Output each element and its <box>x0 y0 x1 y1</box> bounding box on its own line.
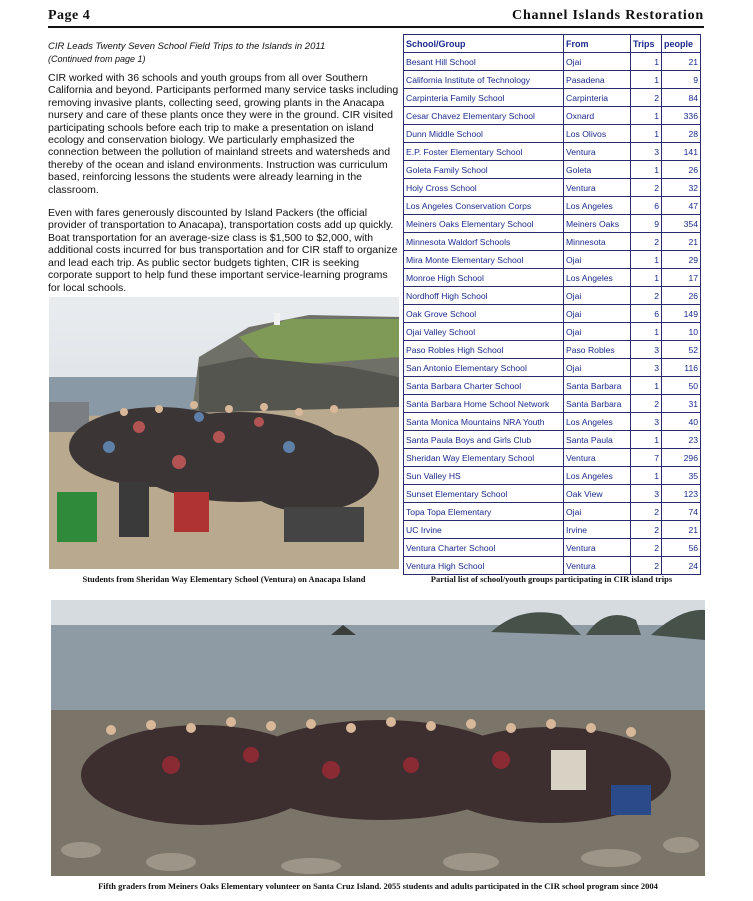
cell-trips: 2 <box>631 89 662 107</box>
cell-from: Ventura <box>564 143 631 161</box>
cell-from: Oxnard <box>564 107 631 125</box>
table-row <box>404 269 701 287</box>
schools-table <box>403 34 701 575</box>
column-header-from: From <box>564 35 631 53</box>
cell-school: Santa Barbara Charter School <box>404 377 564 395</box>
cell-school: Nordhoff High School <box>404 287 564 305</box>
cell-people: 9 <box>662 71 701 89</box>
cell-from: Goleta <box>564 161 631 179</box>
table-row <box>404 143 701 161</box>
cell-trips: 6 <box>631 197 662 215</box>
table-row <box>404 485 701 503</box>
cell-trips: 6 <box>631 305 662 323</box>
cell-from: Ventura <box>564 179 631 197</box>
column-header-school: School/Group <box>404 35 564 53</box>
cell-school: UC Irvine <box>404 521 564 539</box>
cell-from: Ojai <box>564 503 631 521</box>
cell-trips: 3 <box>631 341 662 359</box>
cell-from: Ojai <box>564 359 631 377</box>
table-row <box>404 557 701 575</box>
table-row <box>404 323 701 341</box>
cell-school: Ventura Charter School <box>404 539 564 557</box>
table-row <box>404 89 701 107</box>
cell-school: Los Angeles Conservation Corps <box>404 197 564 215</box>
cell-school: Santa Monica Mountains NRA Youth <box>404 413 564 431</box>
article-title: CIR Leads Twenty Seven School Field Trips to the Islands in 2011 <box>48 41 326 52</box>
cell-from: Ojai <box>564 53 631 71</box>
cell-from: Ojai <box>564 305 631 323</box>
table-row <box>404 53 701 71</box>
cell-trips: 2 <box>631 557 662 575</box>
cell-school: California Institute of Technology <box>404 71 564 89</box>
cell-people: 40 <box>662 413 701 431</box>
table-row <box>404 197 701 215</box>
cell-trips: 1 <box>631 107 662 125</box>
table-row <box>404 71 701 89</box>
cell-from: Santa Barbara <box>564 377 631 395</box>
cell-from: Santa Paula <box>564 431 631 449</box>
table-caption: Partial list of school/youth groups participating in CIR island trips <box>430 574 673 584</box>
cell-people: 23 <box>662 431 701 449</box>
cell-people: 123 <box>662 485 701 503</box>
article-paragraph-1: CIR worked with 36 schools and youth groups from all over Southern California and beyond. Participants performed many service tasks including removing invasive plants, collecting seed, growing plants in the Anacapa nursery and care of these plants once they were in the ground. CIR visited participating schools before each trip to make a presentation on island ecology and conservation biology. We particularly emphasized the connection between the pollution of mainland streets and watersheds and thereby of the ocean and island environments. Instruction was curriculum based, reinforcing lessons the students were already learning in the classroom. <box>48 72 399 196</box>
cell-school: Meiners Oaks Elementary School <box>404 215 564 233</box>
cell-trips: 1 <box>631 251 662 269</box>
photo1-caption: Students from Sheridan Way Elementary School (Ventura) on Anacapa Island <box>82 574 366 584</box>
cell-people: 21 <box>662 233 701 251</box>
publication-title: Channel Islands Restoration <box>512 8 704 23</box>
cell-people: 35 <box>662 467 701 485</box>
cell-school: Holy Cross School <box>404 179 564 197</box>
cell-people: 50 <box>662 377 701 395</box>
page-number: Page 4 <box>48 8 91 23</box>
table-row <box>404 305 701 323</box>
article <box>48 40 400 305</box>
cell-people: 56 <box>662 539 701 557</box>
cell-trips: 1 <box>631 467 662 485</box>
table-row <box>404 521 701 539</box>
cell-trips: 1 <box>631 377 662 395</box>
table-row <box>404 341 701 359</box>
cell-school: Monroe High School <box>404 269 564 287</box>
table-row <box>404 359 701 377</box>
cell-people: 84 <box>662 89 701 107</box>
cell-from: Los Angeles <box>564 197 631 215</box>
cell-school: Santa Paula Boys and Girls Club <box>404 431 564 449</box>
cell-trips: 3 <box>631 413 662 431</box>
cell-people: 26 <box>662 287 701 305</box>
cell-trips: 2 <box>631 539 662 557</box>
cell-school: Oak Grove School <box>404 305 564 323</box>
cell-from: Santa Barbara <box>564 395 631 413</box>
table-row <box>404 251 701 269</box>
cell-people: 47 <box>662 197 701 215</box>
column-header-people: people <box>662 35 701 53</box>
table-row <box>404 395 701 413</box>
cell-from: Paso Robles <box>564 341 631 359</box>
cell-people: 28 <box>662 125 701 143</box>
cell-school: Sun Valley HS <box>404 467 564 485</box>
cell-trips: 3 <box>631 143 662 161</box>
cell-school: Mira Monte Elementary School <box>404 251 564 269</box>
column-header-trips: Trips <box>631 35 662 53</box>
cell-people: 149 <box>662 305 701 323</box>
cell-from: Ojai <box>564 323 631 341</box>
cell-people: 24 <box>662 557 701 575</box>
cell-school: Dunn Middle School <box>404 125 564 143</box>
cell-trips: 1 <box>631 53 662 71</box>
cell-from: Irvine <box>564 521 631 539</box>
cell-people: 10 <box>662 323 701 341</box>
cell-people: 336 <box>662 107 701 125</box>
cell-trips: 7 <box>631 449 662 467</box>
cell-people: 354 <box>662 215 701 233</box>
table-row <box>404 449 701 467</box>
table-row <box>404 287 701 305</box>
cell-people: 21 <box>662 53 701 71</box>
cell-school: Besant Hill School <box>404 53 564 71</box>
table-row <box>404 467 701 485</box>
cell-people: 21 <box>662 521 701 539</box>
cell-trips: 2 <box>631 287 662 305</box>
cell-people: 116 <box>662 359 701 377</box>
table-row <box>404 161 701 179</box>
cell-people: 29 <box>662 251 701 269</box>
photo2-caption: Fifth graders from Meiners Oaks Elementary volunteer on Santa Cruz Island. 2055 students and adults participated in the CIR school program since 2004 <box>98 881 658 891</box>
cell-trips: 1 <box>631 269 662 287</box>
table-row <box>404 503 701 521</box>
table-row <box>404 377 701 395</box>
cell-trips: 1 <box>631 71 662 89</box>
cell-school: Sheridan Way Elementary School <box>404 449 564 467</box>
cell-people: 31 <box>662 395 701 413</box>
cell-school: Minnesota Waldorf Schools <box>404 233 564 251</box>
cell-school: Paso Robles High School <box>404 341 564 359</box>
page-header <box>48 6 704 28</box>
cell-trips: 2 <box>631 503 662 521</box>
cell-school: E.P. Foster Elementary School <box>404 143 564 161</box>
cell-people: 26 <box>662 161 701 179</box>
table-row <box>404 107 701 125</box>
cell-from: Los Angeles <box>564 269 631 287</box>
cell-trips: 3 <box>631 485 662 503</box>
cell-from: Pasadena <box>564 71 631 89</box>
cell-from: Los Angeles <box>564 413 631 431</box>
cell-trips: 9 <box>631 215 662 233</box>
cell-trips: 1 <box>631 323 662 341</box>
cell-from: Minnesota <box>564 233 631 251</box>
cell-from: Los Angeles <box>564 467 631 485</box>
cell-school: Carpinteria Family School <box>404 89 564 107</box>
cell-people: 52 <box>662 341 701 359</box>
photo-santa-cruz-students <box>51 600 705 876</box>
cell-from: Ojai <box>564 251 631 269</box>
table-header-row <box>404 35 701 53</box>
cell-trips: 1 <box>631 161 662 179</box>
cell-school: Ventura High School <box>404 557 564 575</box>
table-row <box>404 215 701 233</box>
cell-school: Topa Topa Elementary <box>404 503 564 521</box>
table-row <box>404 179 701 197</box>
cell-school: Goleta Family School <box>404 161 564 179</box>
cell-trips: 2 <box>631 521 662 539</box>
cell-from: Ojai <box>564 287 631 305</box>
cell-people: 17 <box>662 269 701 287</box>
table-row <box>404 539 701 557</box>
continued-note: (Continued from page 1) <box>48 54 146 64</box>
table-row <box>404 431 701 449</box>
cell-people: 141 <box>662 143 701 161</box>
cell-people: 296 <box>662 449 701 467</box>
cell-from: Los Olivos <box>564 125 631 143</box>
cell-people: 74 <box>662 503 701 521</box>
cell-school: Santa Barbara Home School Network <box>404 395 564 413</box>
cell-school: Sunset Elementary School <box>404 485 564 503</box>
cell-trips: 2 <box>631 179 662 197</box>
cell-from: Ventura <box>564 539 631 557</box>
table-row <box>404 233 701 251</box>
cell-from: Carpinteria <box>564 89 631 107</box>
cell-from: Ventura <box>564 557 631 575</box>
cell-trips: 3 <box>631 359 662 377</box>
cell-school: San Antonio Elementary School <box>404 359 564 377</box>
table-row <box>404 125 701 143</box>
cell-trips: 1 <box>631 431 662 449</box>
cell-school: Cesar Chavez Elementary School <box>404 107 564 125</box>
article-paragraph-2: Even with fares generously discounted by Island Packers (the official provider of transportation to Anacapa), transportation costs add up quickly. Boat transportation for an average-size class is $1,500 to $2,000, with additional costs incurred for bus transportation and for CIR staff to organize and lead each trip. As public sector budgets tighten, CIR is seeking corporate support to help fund these important service-learning programs for local schools. <box>48 207 398 294</box>
cell-people: 32 <box>662 179 701 197</box>
table-row <box>404 413 701 431</box>
cell-trips: 2 <box>631 233 662 251</box>
cell-trips: 1 <box>631 125 662 143</box>
cell-from: Oak View <box>564 485 631 503</box>
cell-trips: 2 <box>631 395 662 413</box>
cell-from: Meiners Oaks <box>564 215 631 233</box>
cell-from: Ventura <box>564 449 631 467</box>
cell-school: Ojai Valley School <box>404 323 564 341</box>
photo-anacapa-students <box>49 297 399 569</box>
